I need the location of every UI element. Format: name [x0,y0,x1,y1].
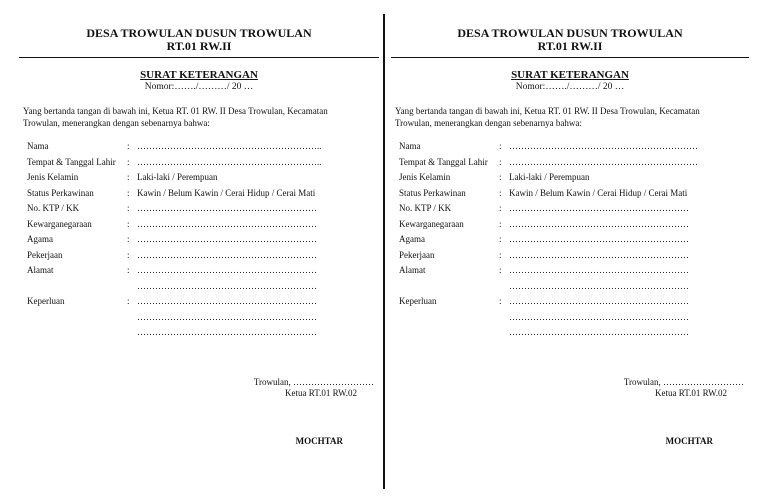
letter-number: Nomor:……./………/ 20 … [144,82,254,92]
field-row-ttl [399,156,749,172]
field-row-keperluan-cont [399,326,749,342]
field-colon: : [499,234,502,244]
field-value: …………………………………………………… [509,296,689,306]
intro-line-2: Trowulan, menerangkan dengan sebenarnya bahwa: [395,118,582,128]
field-value: …………………………………………………… [137,218,317,229]
page-divider [383,14,385,489]
field-row-keperluan-cont [399,311,749,327]
letterhead-rule [19,57,379,58]
field-colon: : [499,203,502,213]
field-colon: : [499,218,502,229]
field-row-alamat [27,264,379,280]
letterhead [391,27,749,53]
field-colon: : [127,296,130,306]
field-colon: : [127,187,130,198]
field-row-agama [27,233,379,249]
field-value: …………………………………………………… [137,203,317,213]
field-colon: : [127,265,130,275]
fields-list [27,140,379,342]
field-colon: : [499,265,502,275]
field-row-keperluan-cont [27,311,379,327]
field-row-pekerjaan [399,249,749,265]
field-label: Jenis Kelamin [399,172,451,182]
form-right [391,0,749,503]
field-colon: : [127,141,130,151]
letterhead [19,27,379,53]
field-value: Kawin / Belum Kawin / Cerai Hidup / Cerai Mati [509,187,688,198]
field-colon: : [127,172,130,182]
field-label: Pekerjaan [27,249,63,260]
field-row-ktp [399,202,749,218]
letterhead-village: DESA TROWULAN DUSUN TROWULAN [457,26,683,40]
field-label: Pekerjaan [399,249,435,260]
field-row-nama [27,140,379,156]
field-value: Laki-laki / Perempuan [137,172,218,182]
field-colon: : [499,296,502,306]
field-value: ……………………………………………………… [509,141,698,151]
field-value: …………………………………………………… [509,280,689,291]
field-colon: : [127,156,130,167]
field-colon: : [499,249,502,260]
signature-place-date: Trowulan, ……………………… [253,377,374,387]
field-label: Status Perkawinan [399,187,466,198]
field-row-keperluan [399,295,749,311]
field-value: …………………………………………………… [137,265,317,275]
field-value: …………………………………………………… [137,280,317,291]
field-row-nama [399,140,749,156]
fields-list [399,140,749,342]
signature-name: MOCHTAR [295,436,343,446]
field-row-warga [27,218,379,234]
field-label: Agama [399,234,425,244]
field-colon: : [127,218,130,229]
field-value: …………………………………………………… [509,265,689,275]
field-colon: : [127,249,130,260]
signature-name: MOCHTAR [665,436,713,446]
letterhead-rt-rw: RT.01 RW.II [166,39,232,53]
field-row-alamat [399,264,749,280]
field-value: …………………………………………………… [509,234,689,244]
field-label: No. KTP / KK [27,203,80,213]
field-label: Jenis Kelamin [27,172,79,182]
field-row-ttl [27,156,379,172]
field-value: …………………………………………………… [137,311,317,322]
intro-line-2: Trowulan, menerangkan dengan sebenarnya bahwa: [23,118,210,128]
field-label: Kewarganegaraan [399,218,464,229]
field-label: Agama [27,234,53,244]
field-colon: : [499,172,502,182]
field-row-keperluan-cont [27,326,379,342]
letter-title: SURAT KETERANGAN [140,69,258,81]
field-label: Status Perkawinan [27,187,94,198]
field-label: Alamat [27,265,54,275]
field-value: …………………………………………………… [509,203,689,213]
field-row-keperluan [27,295,379,311]
field-label: Keperluan [27,296,65,306]
field-row-warga [399,218,749,234]
field-colon: : [499,141,502,151]
intro-line-1: Yang bertanda tangan di bawah ini, Ketua RT. 01 RW. II Desa Trowulan, Kecamatan [395,106,700,116]
field-label: Kewarganegaraan [27,218,92,229]
field-value: …………………………………………………… [137,296,317,306]
letterhead-rule [391,57,749,58]
field-value: …………………………………………………… [137,249,317,260]
field-label: Tempat & Tanggal Lahir [27,156,116,167]
form-left [19,0,379,503]
letterhead-rt-rw: RT.01 RW.II [537,39,603,53]
field-colon: : [127,234,130,244]
signature-role: Ketua RT.01 RW.02 [285,388,357,398]
signature-place-date: Trowulan, ……………………… [623,377,744,387]
field-row-ktp [27,202,379,218]
field-value: …………………………………………………….. [137,141,322,151]
signature-role: Ketua RT.01 RW.02 [655,388,727,398]
field-colon: : [499,187,502,198]
field-value: Laki-laki / Perempuan [509,172,590,182]
intro-line-1: Yang bertanda tangan di bawah ini, Ketua RT. 01 RW. II Desa Trowulan, Kecamatan [23,106,328,116]
field-colon: : [499,156,502,167]
field-row-status [399,187,749,203]
field-value: …………………………………………………… [509,218,689,229]
field-row-jk [27,171,379,187]
letter-title: SURAT KETERANGAN [511,69,629,81]
intro-text [395,105,749,129]
field-value: …………………………………………………….. [137,156,322,167]
field-label: Tempat & Tanggal Lahir [399,156,488,167]
field-row-alamat-cont [27,280,379,296]
field-row-agama [399,233,749,249]
field-value: ……………………………………………………… [509,156,698,167]
field-label: Nama [27,141,49,151]
field-value: …………………………………………………… [509,311,689,322]
field-label: Nama [399,141,421,151]
field-label: No. KTP / KK [399,203,452,213]
field-label: Alamat [399,265,426,275]
letterhead-village: DESA TROWULAN DUSUN TROWULAN [86,26,312,40]
field-label: Keperluan [399,296,437,306]
field-row-status [27,187,379,203]
intro-text [23,105,379,129]
field-colon: : [127,203,130,213]
field-value: …………………………………………………… [509,327,689,337]
field-row-alamat-cont [399,280,749,296]
field-row-pekerjaan [27,249,379,265]
letter-number: Nomor:……./………/ 20 … [515,82,625,92]
field-value: …………………………………………………… [137,327,317,337]
field-value: …………………………………………………… [137,234,317,244]
field-row-jk [399,171,749,187]
field-value: …………………………………………………… [509,249,689,260]
field-value: Kawin / Belum Kawin / Cerai Hidup / Cerai Mati [137,187,316,198]
